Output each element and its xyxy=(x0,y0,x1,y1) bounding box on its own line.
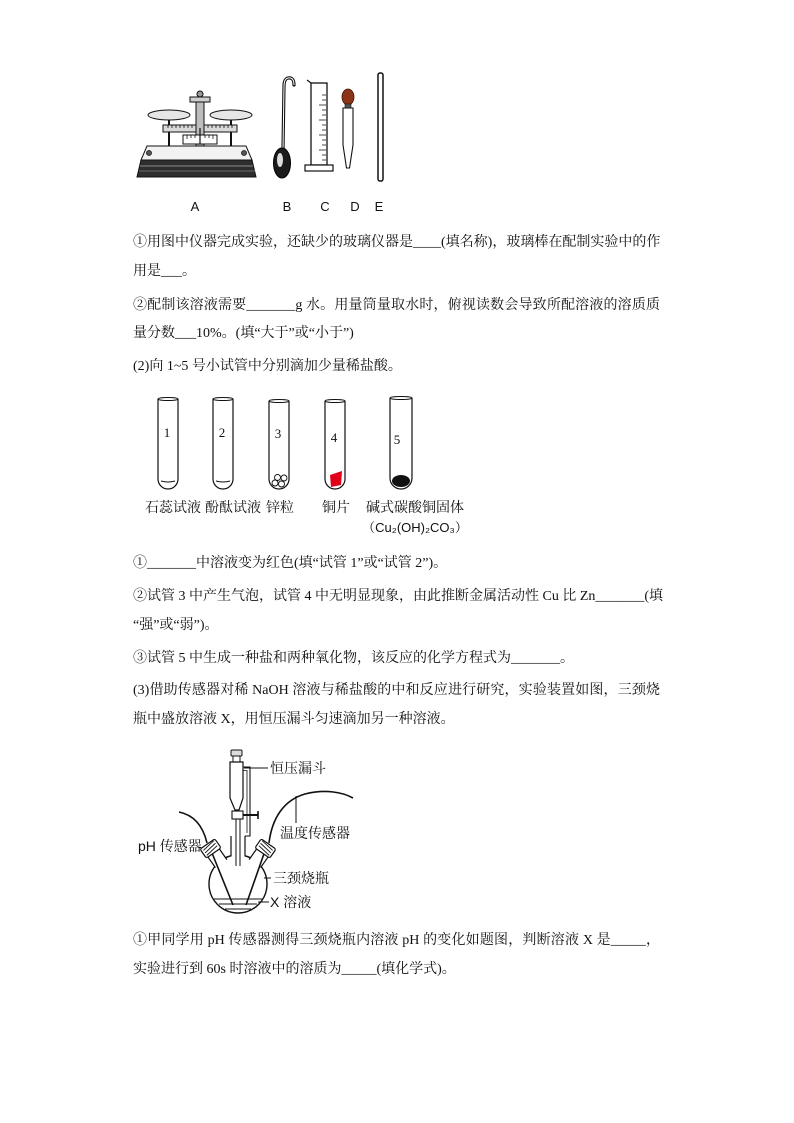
q3-stem-line1: (3)借助传感器对稀 NaOH 溶液与稀盐酸的中和反应进行研究，实验装置如图，三颈烧 xyxy=(133,683,660,698)
tube-5-label: 碱式碳酸铜固体 xyxy=(366,499,464,515)
temperature-sensor-label: 温度传感器 xyxy=(280,825,350,841)
spoon-bowl-highlight xyxy=(277,153,283,167)
instrument-label-b: B xyxy=(282,199,292,214)
instrument-label-c: C xyxy=(320,199,330,214)
tube-1-glass xyxy=(158,399,178,489)
cylinder-spout xyxy=(307,80,311,83)
x-solution-label: X 溶液 xyxy=(270,894,312,910)
test-tube-5 xyxy=(390,397,412,490)
q2-item2-line1: ②试管 3 中产生气泡，试管 4 中无明显现象，由此推断金属活动性 Cu 比 Zn_______(填 xyxy=(133,589,664,604)
tube-2-number: 2 xyxy=(218,425,226,440)
flask-label: 三颈烧瓶 xyxy=(273,870,329,886)
dropper-glass-tube xyxy=(343,108,353,168)
test-tube-2 xyxy=(213,398,233,490)
tube-2-glass xyxy=(213,399,233,489)
test-tube-3 xyxy=(269,400,289,490)
q2-item1: ①_______中溶液变为红色(填“试管 1”或“试管 2”)。 xyxy=(133,556,448,571)
funnel-stopcock xyxy=(232,811,243,819)
funnel-side-arm xyxy=(243,767,250,836)
funnel-label: 恒压漏斗 xyxy=(270,760,326,776)
q3-item1-line1: ①甲同学用 pH 传感器测得三颈烧瓶内溶液 pH 的变化如题图，判断溶液 X 是_____， xyxy=(133,933,660,948)
tube-3-number: 3 xyxy=(274,426,282,441)
balance-foot-knob xyxy=(242,151,247,156)
cylinder-base xyxy=(305,165,333,171)
test-tube-1 xyxy=(158,398,178,490)
tube-4-number: 4 xyxy=(330,430,338,445)
right-pan xyxy=(210,110,252,120)
glass-rod-e xyxy=(378,73,383,181)
test-tube-4 xyxy=(325,400,345,490)
dropper-bulb xyxy=(342,89,354,105)
q1-item1-line2: 用是___。 xyxy=(133,264,196,279)
tube-1-number: 1 xyxy=(163,425,171,440)
basic-copper-carbonate-solid xyxy=(392,475,410,487)
tube-5-number: 5 xyxy=(393,432,401,447)
balance-top-knob xyxy=(197,91,203,97)
instrument-label-d: D xyxy=(350,199,360,214)
glass-rod xyxy=(378,73,383,181)
spoon-handle xyxy=(283,78,294,149)
q1-item2-line1: ②配制该溶液需要_______g 水。用量筒量取水时，俯视读数会导致所配溶液的溶质质 xyxy=(133,298,660,313)
q3-stem-line2: 瓶中盛放溶液 X，用恒压漏斗匀速滴加另一种溶液。 xyxy=(133,712,455,727)
balance-platform xyxy=(141,146,252,160)
balance-a xyxy=(137,91,256,177)
balance-top-bar xyxy=(190,97,210,102)
q2-stem: (2)向 1~5 号小试管中分别滴加少量稀盐酸。 xyxy=(133,359,402,374)
q1-item2-line2: 量分数___10%。(填“大于”或“小于”) xyxy=(133,326,354,341)
instrument-label-e: E xyxy=(374,199,384,214)
q3-item1-line2: 实验进行到 60s 时溶液中的溶质为_____(填化学式)。 xyxy=(133,962,456,977)
q1-item1-line1: ①用图中仪器完成实验，还缺少的玻璃仪器是____(填名称)，玻璃棒在配制实验中的作 xyxy=(133,235,661,250)
balance-foot-knob xyxy=(147,151,152,156)
tube-2-label: 酚酞试液 xyxy=(205,499,261,515)
funnel-top-neck xyxy=(233,756,240,762)
graduated-cylinder-c xyxy=(305,80,333,171)
funnel-cap xyxy=(231,750,242,756)
flask-center-neck xyxy=(231,836,245,858)
dropper-neck xyxy=(345,104,351,108)
balance-base xyxy=(137,160,256,177)
q2-item3: ③试管 5 中生成一种盐和两种氧化物，该反应的化学方程式为_______。 xyxy=(133,651,574,666)
tube-1-label: 石蕊试液 xyxy=(145,499,201,515)
ph-sensor-label: pH 传感器 xyxy=(138,838,202,854)
tube-3-label: 锌粒 xyxy=(266,499,294,515)
tube-4-label: 铜片 xyxy=(322,499,350,515)
test-tubes-figure xyxy=(140,390,425,495)
dropper-d xyxy=(342,89,354,168)
tube-5-formula: （Cu₂(OH)₂CO₃） xyxy=(362,520,468,535)
instruments-figure xyxy=(135,68,400,186)
instrument-label-a: A xyxy=(190,199,200,214)
medicine-spoon-b xyxy=(274,78,295,178)
funnel-body xyxy=(230,762,243,810)
left-pan xyxy=(148,110,190,120)
q2-item2-line2: “强”或“弱”)。 xyxy=(133,618,219,633)
